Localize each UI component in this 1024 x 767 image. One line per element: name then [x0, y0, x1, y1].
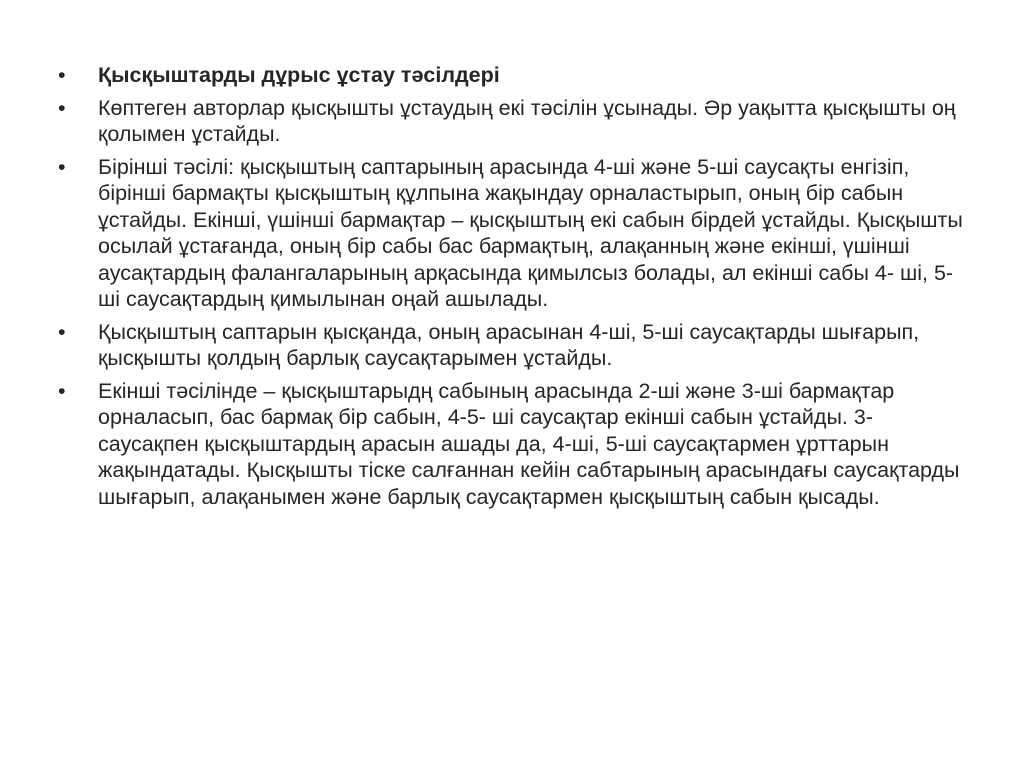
bullet-text: Қысқыштарды дұрыс ұстау тәсілдері — [98, 63, 500, 87]
bullet-marker: • — [58, 319, 66, 344]
bullet-text: Көптеген авторлар қысқышты ұстаудың екі тәсілін ұсынады. Әр уақытта қысқышты оң қолымен ұстайды. — [98, 95, 956, 146]
bullet-item — [58, 378, 973, 511]
bullet-item — [58, 319, 973, 372]
bullet-text: Бірінші тәсілі: қысқыштың саптарының арасында 4-ші және 5-ші саусақты енгізіп, бірінші бармақты қысқыштың құлпына жақындау орналастырып, оның бір сабын ұстайды. Екінші, үшінші бармақтар – қысқыштың екі сабын бірдей ұстайды. Қысқышты осылай ұстағанда, оның бір сабы бас бармақтың, алақанның және екінші, үшінші аусақтардың фалангаларының арқасында қимылсыз болады, ал екінші сабы 4- ші, 5-ші саусақтардың қимылынан оңай ашылады. — [98, 154, 963, 311]
bullet-marker: • — [58, 63, 66, 87]
bullet-item-heading — [58, 62, 973, 89]
bullet-marker: • — [58, 154, 66, 179]
slide-content — [58, 62, 973, 516]
bullet-list — [58, 62, 973, 510]
bullet-item — [58, 95, 973, 148]
bullet-text: Екінші тәсілінде – қысқыштарыдң сабының арасында 2-ші және 3-ші бармақтар орналасып, бас бармақ бір сабын, 4-5- ші саусақтар екінші сабын ұстайды. 3- саусақпен қысқыштардың арасын ашады да, 4-ші, 5-ші саусақтармен ұрттарын жақындатады. Қысқышты тіске салғаннан кейін сабтарының арасындағы саусақтарды шығарып, алақанымен және барлық саусақтармен қысқыштың сабын қысады. — [98, 378, 960, 509]
bullet-marker: • — [58, 378, 66, 403]
bullet-item — [58, 154, 973, 313]
bullet-text: Қысқыштың саптарын қысқанда, оның арасынан 4-ші, 5-ші саусақтарды шығарып, қысқышты қолдың барлық саусақтарымен ұстайды. — [98, 319, 920, 370]
bullet-marker: • — [58, 95, 66, 120]
